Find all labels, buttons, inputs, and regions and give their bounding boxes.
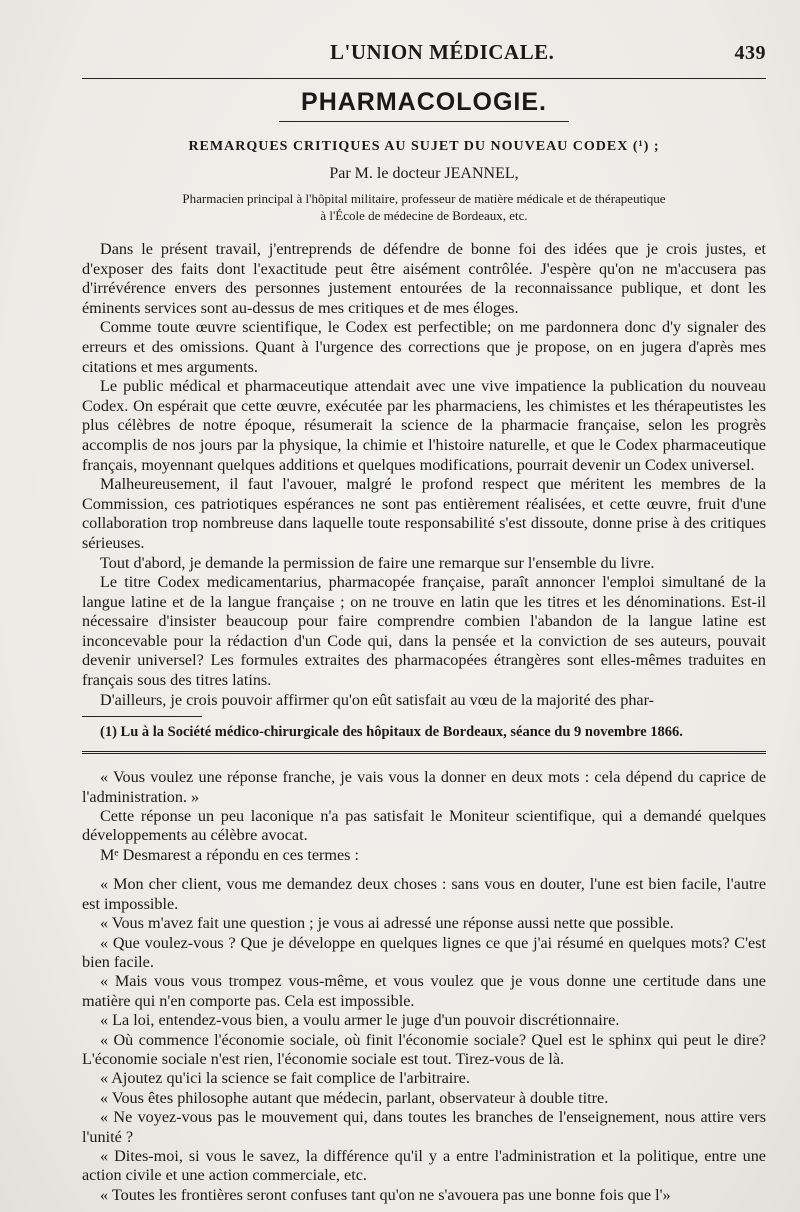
article-body [82, 240, 766, 710]
paragraph: Mᵉ Desmarest a répondu en ces termes : [100, 845, 360, 864]
paragraph: « Mon cher client, vous me demandez deux choses : sans vous en douter, l'une est bien facile, l'autre est impossible. [82, 875, 766, 913]
paragraph: « Vous êtes philosophe autant que médecin, parlant, observateur à double titre. [100, 1088, 609, 1107]
footnote: (1) Lu à la Société médico-chirurgicale des hôpitaux de Bordeaux, séance du 9 novembre 1866. [100, 724, 683, 741]
paragraph: « Ajoutez qu'ici la science se fait complice de l'arbitraire. [100, 1069, 470, 1088]
paragraph: D'ailleurs, je crois pouvoir affirmer qu'on eût satisfait au vœu de la majorité des phar- [100, 690, 655, 709]
paragraph: « Ne voyez-vous pas le mouvement qui, dans toutes les branches de l'enseignement, nous attire vers l'unité ? [82, 1108, 766, 1146]
section-title: PHARMACOLOGIE. [301, 88, 547, 116]
paragraph: « Que voulez-vous ? Que je développe en quelques lignes ce que j'ai résumé en quelques mots? C'est bien facile. [82, 933, 766, 971]
paragraph: Dans le présent travail, j'entreprends de défendre de bonne foi des idées que je crois justes, et d'exposer des faits dont l'exactitude peut être aisément contrôlée. J'espère qu'on ne m'accusera pas d'irrévérence envers des personnes justement entourées de la reconnaissance publique, et dont les éminents services sont au-dessus de mes critiques et de mes éloges. [82, 240, 766, 317]
paragraph: « La loi, entendez-vous bien, a voulu armer le juge d'un pouvoir discrétionnaire. [100, 1011, 620, 1030]
page-number: 439 [734, 42, 766, 64]
header-rule [82, 78, 766, 79]
author-affiliation [82, 190, 766, 224]
paragraph: « Vous voulez une réponse franche, je vais vous la donner en deux mots : cela dépend du caprice de l'administration. » [82, 768, 766, 806]
footnote-rule [82, 716, 202, 717]
section-rule [279, 121, 569, 122]
paragraph: Malheureusement, il faut l'avouer, malgré le profond respect que méritent les membres de la Commission, ces patriotiques espérances ne sont pas entièrement réalisées, et cette œuvre, fruit d'une collaboration trop nombreuse dans laquelle toute responsabilité s'est dissoute, donne prise à des critiques sérieuses. [82, 475, 766, 552]
paragraph: Comme toute œuvre scientifique, le Codex est perfectible; on me pardonnera donc d'y signaler des erreurs et des omissions. Quant à l'urgence des corrections que je propose, on en jugera d'après mes citations et mes arguments. [82, 318, 766, 376]
paragraph: « Vous m'avez fait une question ; je vous ai adressé une réponse aussi nette que possible. [100, 914, 674, 933]
running-header [82, 40, 766, 72]
affiliation-line-2: à l'École de médecine de Bordeaux, etc. [320, 208, 528, 223]
paragraph: « Mais vous vous trompez vous-même, et vous voulez que je vous donne une certitude dans une matière qui n'en comporte pas. Cela est impossible. [82, 972, 766, 1010]
paragraph: Tout d'abord, je demande la permission de faire une remarque sur l'ensemble du livre. [100, 553, 655, 572]
article-title: REMARQUES CRITIQUES AU SUJET DU NOUVEAU CODEX (¹) ; [188, 139, 660, 154]
article-author: Par M. le docteur JEANNEL, [329, 165, 519, 182]
article-separator [82, 751, 766, 756]
second-article-body [82, 768, 766, 1205]
paragraph: Cette réponse un peu laconique n'a pas satisfait le Moniteur scientifique, qui a demandé quelques développements au célèbre avocat. [82, 807, 766, 845]
paragraph: « Où commence l'économie sociale, où finit l'économie sociale? Quel est le sphinx qui peut le dire? L'économie sociale n'est rien, l'économie sociale est tout. Tirez-vous de là. [82, 1030, 766, 1068]
affiliation-line-1: Pharmacien principal à l'hôpital militaire, professeur de matière médicale et de thérapeutique [182, 191, 666, 206]
journal-title: L'UNION MÉDICALE. [330, 40, 555, 64]
paragraph: « Dites-moi, si vous le savez, la différence qu'il y a entre l'administration et la politique, entre une action civile et une action commerciale, etc. [82, 1146, 766, 1185]
paragraph: « Toutes les frontières seront confuses tant qu'on ne s'avouera pas une bonne fois que l'» [100, 1185, 671, 1204]
paragraph: Le titre Codex medicamentarius, pharmacopée française, paraît annoncer l'emploi simultané de la langue latine et de la langue française ; on ne trouve en latin que les titres et les dénominations. Est-il nécessaire d'insister beaucoup pour faire comprendre combien l'abandon de la langue latine est inconcevable pour la rédaction d'un Code qui, dans la pensée et la conviction de ses auteurs, pouvait devenir universel? Les formules extraites des pharmacopées étrangères sont elles-mêmes traduites en français sous des titres latins. [82, 573, 766, 690]
paragraph: Le public médical et pharmaceutique attendait avec une vive impatience la publication du nouveau Codex. On espérait que cette œuvre, exécutée par les pharmaciens, les chimistes et les thérapeutistes les plus célèbres de notre époque, résumerait la science de la pharmacie française, selon les progrès accomplis de nos jours par la physique, la chimie et l'histoire naturelle, et que le Codex pharmaceutique français, moyennant quelques additions et quelques modifications, pourrait devenir un Codex universel. [82, 377, 766, 474]
